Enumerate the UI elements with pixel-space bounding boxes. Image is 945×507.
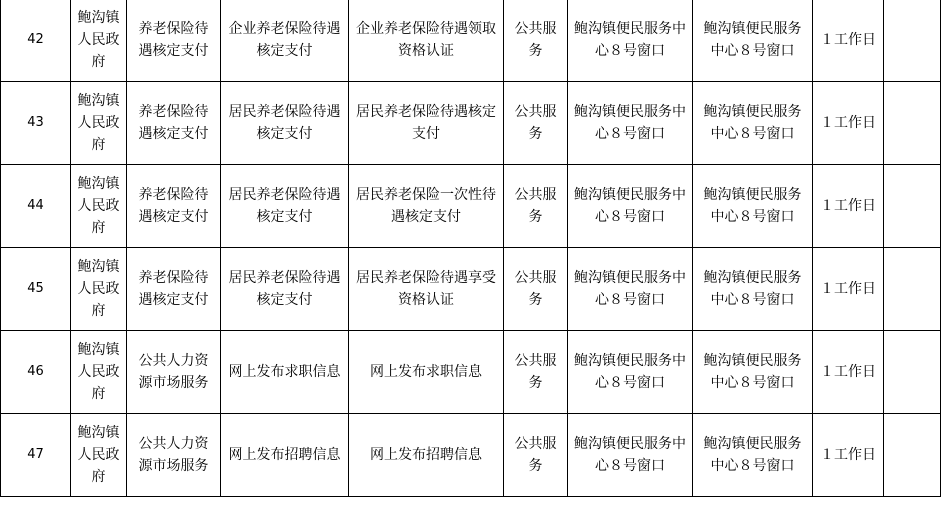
- serial-number-cell: 44: [1, 165, 71, 248]
- serial-number-cell: 47: [1, 414, 71, 497]
- task-cell: 网上发布求职信息: [349, 331, 504, 414]
- handle-window-cell: 鲍沟镇便民服务中心８号窗口: [693, 331, 813, 414]
- task-cell: 居民养老保险待遇享受资格认证: [349, 248, 504, 331]
- agency-cell: 鲍沟镇人民政府: [71, 248, 127, 331]
- sub-item-cell: 居民养老保险待遇核定支付: [221, 248, 349, 331]
- agency-cell: 鲍沟镇人民政府: [71, 331, 127, 414]
- note-cell: [884, 0, 941, 82]
- accept-window-cell: 鲍沟镇便民服务中心８号窗口: [568, 331, 693, 414]
- accept-window-cell: 鲍沟镇便民服务中心８号窗口: [568, 414, 693, 497]
- time-limit-cell: １工作日: [813, 0, 884, 82]
- time-limit-cell: １工作日: [813, 414, 884, 497]
- service-type-cell: 公共服务: [504, 414, 568, 497]
- note-cell: [884, 331, 941, 414]
- note-cell: [884, 414, 941, 497]
- time-limit-cell: １工作日: [813, 82, 884, 165]
- time-limit-cell: １工作日: [813, 248, 884, 331]
- sub-item-cell: 网上发布招聘信息: [221, 414, 349, 497]
- accept-window-cell: 鲍沟镇便民服务中心８号窗口: [568, 248, 693, 331]
- item-name-cell: 养老保险待遇核定支付: [127, 0, 221, 82]
- handle-window-cell: 鲍沟镇便民服务中心８号窗口: [693, 165, 813, 248]
- agency-cell: 鲍沟镇人民政府: [71, 82, 127, 165]
- service-type-cell: 公共服务: [504, 331, 568, 414]
- service-type-cell: 公共服务: [504, 0, 568, 82]
- item-name-cell: 公共人力资源市场服务: [127, 331, 221, 414]
- accept-window-cell: 鲍沟镇便民服务中心８号窗口: [568, 82, 693, 165]
- table-body: [1, 0, 941, 497]
- note-cell: [884, 82, 941, 165]
- task-cell: 居民养老保险待遇核定支付: [349, 82, 504, 165]
- serial-number-cell: 43: [1, 82, 71, 165]
- item-name-cell: 养老保险待遇核定支付: [127, 82, 221, 165]
- handle-window-cell: 鲍沟镇便民服务中心８号窗口: [693, 248, 813, 331]
- service-type-cell: 公共服务: [504, 82, 568, 165]
- table-row: [1, 165, 941, 248]
- sub-item-cell: 企业养老保险待遇核定支付: [221, 0, 349, 82]
- time-limit-cell: １工作日: [813, 331, 884, 414]
- agency-cell: 鲍沟镇人民政府: [71, 0, 127, 82]
- note-cell: [884, 165, 941, 248]
- handle-window-cell: 鲍沟镇便民服务中心８号窗口: [693, 414, 813, 497]
- agency-cell: 鲍沟镇人民政府: [71, 165, 127, 248]
- table-row: [1, 0, 941, 82]
- serial-number-cell: 45: [1, 248, 71, 331]
- serial-number-cell: 42: [1, 0, 71, 82]
- accept-window-cell: 鲍沟镇便民服务中心８号窗口: [568, 165, 693, 248]
- agency-cell: 鲍沟镇人民政府: [71, 414, 127, 497]
- table-row: [1, 414, 941, 497]
- task-cell: 网上发布招聘信息: [349, 414, 504, 497]
- handle-window-cell: 鲍沟镇便民服务中心８号窗口: [693, 0, 813, 82]
- item-name-cell: 养老保险待遇核定支付: [127, 165, 221, 248]
- table-row: [1, 82, 941, 165]
- task-cell: 企业养老保险待遇领取资格认证: [349, 0, 504, 82]
- accept-window-cell: 鲍沟镇便民服务中心８号窗口: [568, 0, 693, 82]
- item-name-cell: 养老保险待遇核定支付: [127, 248, 221, 331]
- table-row: [1, 331, 941, 414]
- table-row: [1, 248, 941, 331]
- serial-number-cell: 46: [1, 331, 71, 414]
- task-cell: 居民养老保险一次性待遇核定支付: [349, 165, 504, 248]
- note-cell: [884, 248, 941, 331]
- handle-window-cell: 鲍沟镇便民服务中心８号窗口: [693, 82, 813, 165]
- item-name-cell: 公共人力资源市场服务: [127, 414, 221, 497]
- sub-item-cell: 网上发布求职信息: [221, 331, 349, 414]
- sub-item-cell: 居民养老保险待遇核定支付: [221, 165, 349, 248]
- time-limit-cell: １工作日: [813, 165, 884, 248]
- service-type-cell: 公共服务: [504, 248, 568, 331]
- sub-item-cell: 居民养老保险待遇核定支付: [221, 82, 349, 165]
- service-type-cell: 公共服务: [504, 165, 568, 248]
